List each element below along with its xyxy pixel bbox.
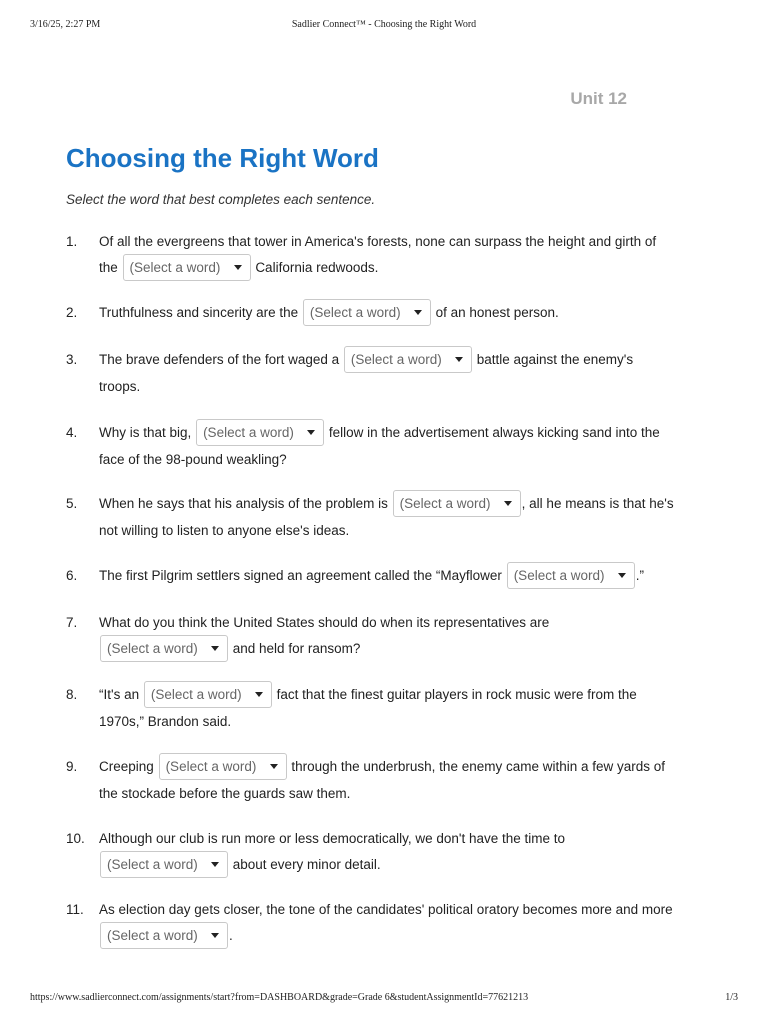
question-text-before: The brave defenders of the fort waged a (99, 352, 340, 368)
question-number: 5. (66, 496, 78, 511)
question-4 (66, 420, 676, 473)
question-text-after: about every minor detail. (232, 857, 381, 873)
print-datetime: 3/16/25, 2:27 PM (30, 19, 101, 30)
question-text-before: Why is that big, (99, 425, 192, 441)
question-text-after: . (229, 928, 233, 944)
question-text-before: What do you think the United States should do when its representatives are (99, 615, 550, 630)
print-url: https://www.sadlierconnect.com/assignments/start?from=DASHBOARD&grade=Grade 6&studentAssignmentId=77621213 (30, 992, 529, 1003)
word-select-1[interactable] (123, 254, 251, 281)
question-6 (66, 563, 676, 590)
word-select-4[interactable] (196, 419, 324, 446)
question-text-before: Of all the evergreens that tower in America's forests, none can surpass the height and girth of the (99, 234, 657, 276)
select-placeholder: (Select a word) (107, 856, 198, 872)
word-select-3[interactable] (344, 346, 472, 373)
dropdown-arrow-icon (255, 692, 263, 697)
select-placeholder: (Select a word) (399, 495, 491, 511)
page-title: Choosing the Right Word (66, 143, 379, 173)
select-placeholder: (Select a word) (203, 424, 294, 440)
question-number: 1. (66, 234, 78, 249)
question-3 (66, 347, 676, 400)
question-number: 6. (66, 568, 78, 583)
question-number: 2. (66, 305, 78, 320)
question-5 (66, 491, 676, 544)
question-text-after: battle against the enemy's troops. (99, 352, 634, 394)
question-1 (66, 229, 676, 282)
dropdown-arrow-icon (414, 310, 422, 315)
word-select-8[interactable] (144, 681, 272, 708)
question-text-after: California redwoods. (255, 260, 379, 276)
word-select-6[interactable] (507, 562, 635, 589)
word-select-10[interactable] (100, 851, 228, 878)
question-text-before: Truthfulness and sincerity are the (99, 305, 299, 321)
question-text-before: “It's an (99, 687, 140, 703)
print-header (0, 19, 768, 33)
dropdown-arrow-icon (211, 646, 219, 651)
question-11 (66, 897, 676, 950)
question-text-before: Creeping (99, 759, 154, 775)
question-number: 7. (66, 615, 78, 630)
word-select-7[interactable] (100, 635, 228, 662)
dropdown-arrow-icon (504, 501, 512, 506)
dropdown-arrow-icon (270, 764, 278, 769)
select-placeholder: (Select a word) (350, 351, 442, 367)
select-placeholder: (Select a word) (107, 640, 198, 656)
question-text-after: .” (635, 568, 644, 584)
question-number: 10. (66, 831, 85, 846)
question-number: 4. (66, 425, 78, 440)
question-10 (66, 826, 676, 879)
print-page-number: 1/3 (725, 992, 738, 1003)
question-7 (66, 610, 676, 663)
word-select-11[interactable] (100, 922, 228, 949)
select-placeholder: (Select a word) (150, 686, 242, 702)
word-select-9[interactable] (159, 753, 287, 780)
select-placeholder: (Select a word) (309, 304, 401, 320)
question-number: 9. (66, 759, 78, 774)
question-text-before: When he says that his analysis of the problem is (99, 496, 388, 512)
print-footer (0, 992, 768, 1006)
select-placeholder: (Select a word) (107, 927, 198, 943)
select-placeholder: (Select a word) (513, 567, 605, 583)
question-2 (66, 300, 676, 327)
dropdown-arrow-icon (211, 862, 219, 867)
dropdown-arrow-icon (618, 573, 626, 578)
question-text-after: fact that the finest guitar players in rock music were from the 1970s,” Brandon said. (99, 687, 637, 729)
question-text-after: through the underbrush, the enemy came within a few yards of the stockade before the guards saw them. (99, 759, 666, 801)
question-number: 8. (66, 687, 78, 702)
question-text-before: The first Pilgrim settlers signed an agreement called the “Mayflower (99, 568, 502, 584)
select-placeholder: (Select a word) (165, 758, 257, 774)
dropdown-arrow-icon (307, 430, 315, 435)
instructions: Select the word that best completes each sentence. (66, 192, 376, 207)
dropdown-arrow-icon (234, 265, 242, 270)
question-8 (66, 682, 676, 735)
unit-label: Unit 12 (570, 89, 627, 108)
dropdown-arrow-icon (211, 933, 219, 938)
dropdown-arrow-icon (455, 357, 463, 362)
question-text-before: Although our club is run more or less democratically, we don't have the time to (99, 831, 566, 846)
question-text-after: and held for ransom? (232, 641, 361, 657)
question-text-before: As election day gets closer, the tone of the candidates' political oratory becomes more and more (99, 902, 673, 917)
print-title: Sadlier Connect™ - Choosing the Right Word (291, 19, 477, 30)
question-number: 3. (66, 352, 78, 367)
question-number: 11. (66, 902, 84, 917)
word-select-2[interactable] (303, 299, 431, 326)
question-text-after: fellow in the advertisement always kicking sand into the face of the 98-pound weakling? (99, 425, 660, 467)
question-text-after: , all he means is that he's not willing to listen to anyone else's ideas. (99, 496, 674, 538)
word-select-5[interactable] (393, 490, 521, 517)
question-9 (66, 754, 676, 807)
select-placeholder: (Select a word) (129, 259, 221, 275)
question-text-after: of an honest person. (435, 305, 559, 321)
